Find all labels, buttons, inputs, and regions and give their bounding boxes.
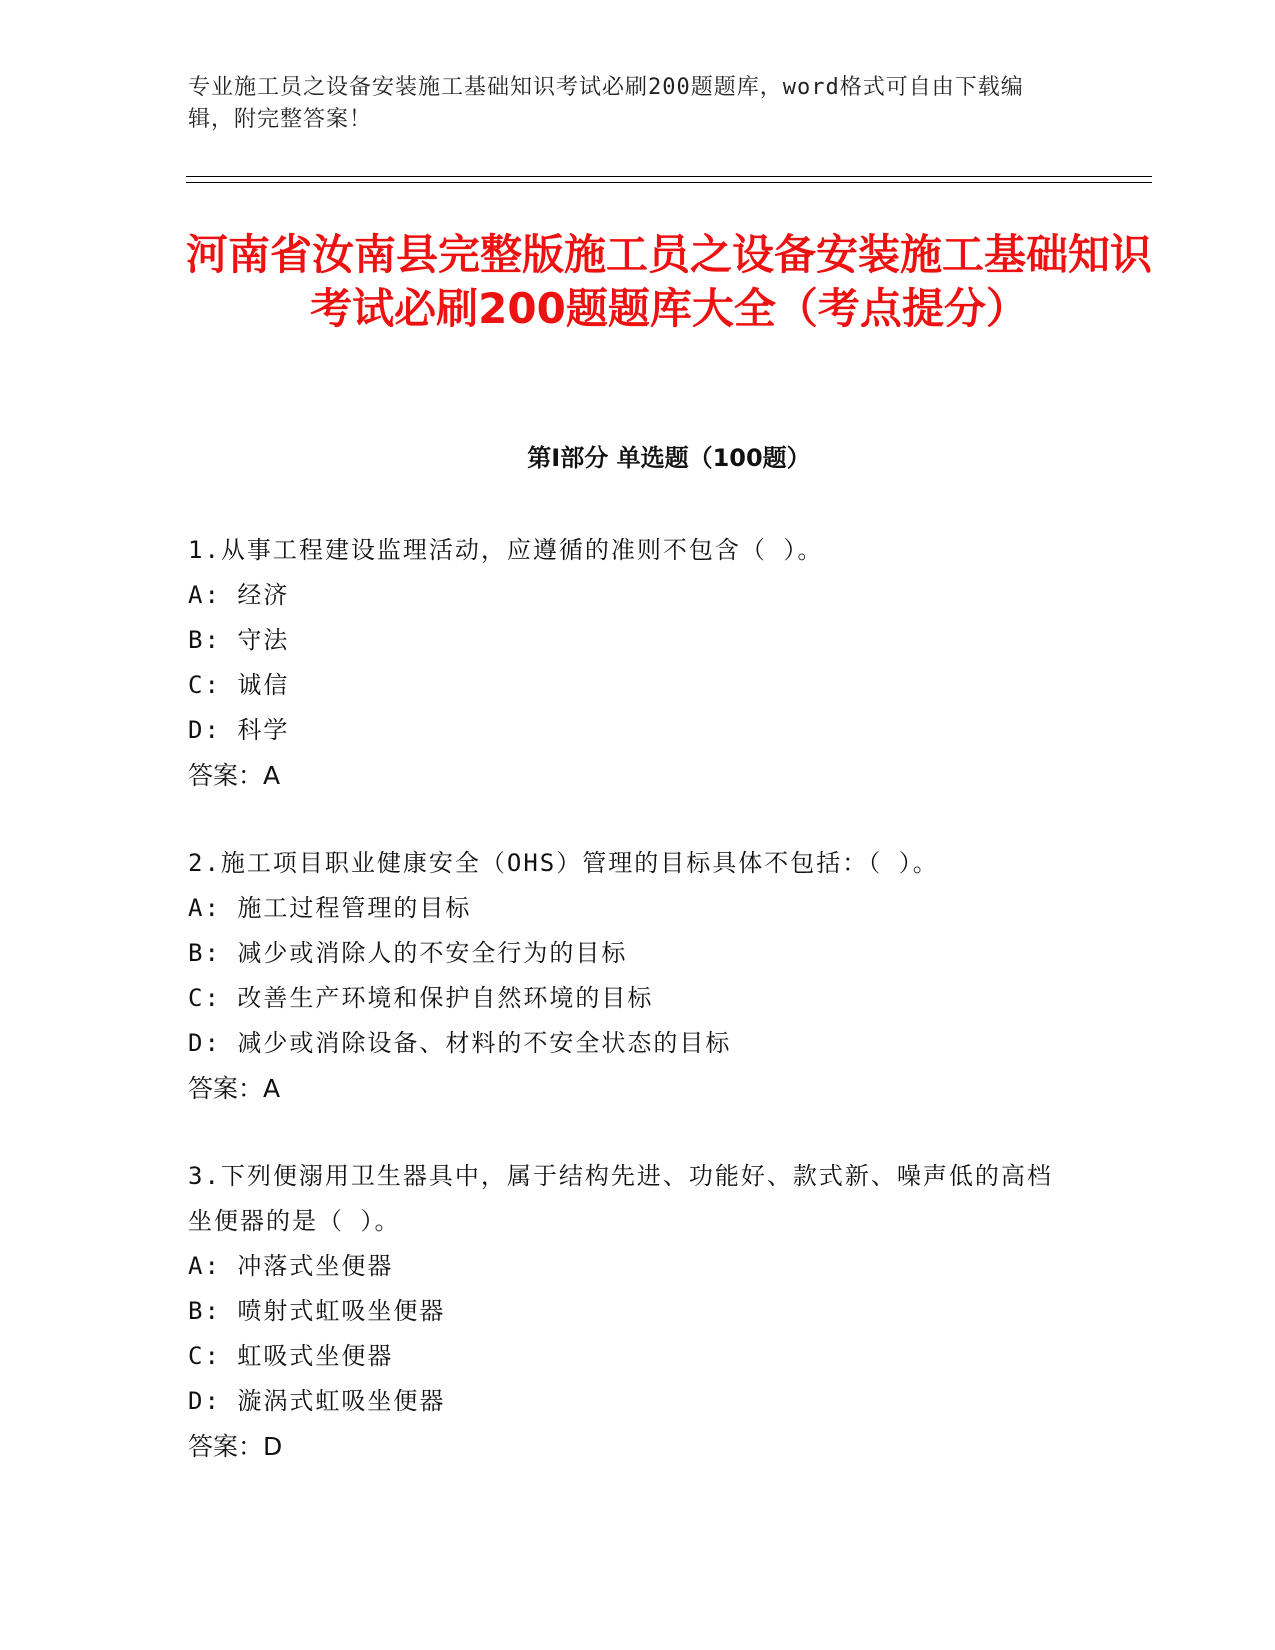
question-stem: 1.从事工程建设监理活动，应遵循的准则不包含（ ）。	[188, 536, 824, 564]
option-c: C: 诚信	[188, 671, 290, 699]
question-stem: 2.施工项目职业健康安全（OHS）管理的目标具体不包括：（ ）。	[188, 849, 939, 877]
question-list	[188, 528, 1068, 1512]
header-note: 专业施工员之设备安装施工基础知识考试必刷200题题库，word格式可自由下载编辑，附完整答案！	[188, 75, 1024, 132]
option-d: D: 漩涡式虹吸坐便器	[188, 1387, 446, 1415]
header-divider-top	[186, 176, 1152, 177]
document-title: 河南省汝南县完整版施工员之设备安装施工基础知识考试必刷200题题库大全（考点提分）	[186, 230, 1153, 333]
option-c: C: 改善生产环境和保护自然环境的目标	[188, 984, 654, 1012]
question-1	[188, 528, 1068, 799]
option-a: A: 冲落式坐便器	[188, 1252, 394, 1280]
answer: 答案：A	[188, 1074, 281, 1103]
answer: 答案：A	[188, 761, 281, 790]
question-3	[188, 1154, 1068, 1470]
section-title: 第Ⅰ部分 单选题（100题）	[527, 444, 811, 472]
option-d: D: 科学	[188, 716, 290, 744]
option-a: A: 施工过程管理的目标	[188, 894, 472, 922]
question-stem: 3.下列便溺用卫生器具中，属于结构先进、功能好、款式新、噪声低的高档坐便器的是（ ）。	[188, 1162, 1053, 1235]
answer: 答案：D	[188, 1432, 283, 1461]
option-b: B: 喷射式虹吸坐便器	[188, 1297, 446, 1325]
option-d: D: 减少或消除设备、材料的不安全状态的目标	[188, 1029, 732, 1057]
option-a: A: 经济	[188, 581, 290, 609]
header-divider-bottom	[186, 182, 1152, 183]
option-c: C: 虹吸式坐便器	[188, 1342, 394, 1370]
question-2	[188, 841, 1068, 1112]
option-b: B: 守法	[188, 626, 290, 654]
option-b: B: 减少或消除人的不安全行为的目标	[188, 939, 628, 967]
